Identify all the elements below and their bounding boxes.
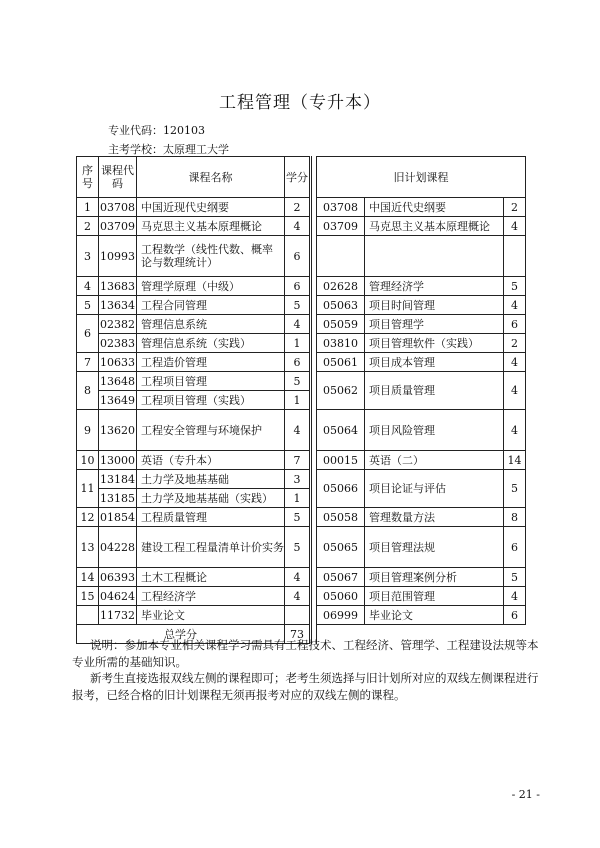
- row-old-code: 05065: [317, 527, 365, 568]
- row-course-code: 13000: [99, 451, 137, 470]
- row-old-name: [365, 236, 504, 277]
- row-old-code: 05066: [317, 470, 365, 508]
- row-old-code: 05062: [317, 372, 365, 410]
- row-seq: 13: [77, 527, 99, 568]
- row-course-name: 工程经济学: [137, 587, 285, 606]
- row-course-code: 13185: [99, 489, 137, 508]
- note-registration: 新考生直接选报双线左侧的课程即可；老考生须选择与旧计划所对应的双线左侧课程进行报考，已经合格的旧计划课程无须再报考对应的双线左侧的课程。: [72, 671, 539, 702]
- row-course-name: 土力学及地基基础: [137, 470, 285, 489]
- row-old-name: 英语（二）: [365, 451, 504, 470]
- row-credit: 1: [285, 334, 311, 353]
- row-credit: 4: [285, 568, 311, 587]
- row-course-code: 13683: [99, 277, 137, 296]
- row-old-name: 项目管理法规: [365, 527, 504, 568]
- row-course-name: 工程项目管理（实践）: [137, 391, 285, 410]
- row-old-name: 马克思主义基本原理概论: [365, 217, 504, 236]
- row-seq: 6: [77, 315, 99, 353]
- header-seq: 序号: [77, 157, 99, 198]
- row-old-code: 05063: [317, 296, 365, 315]
- table-row: [77, 606, 526, 625]
- row-course-name: 马克思主义基本原理概论: [137, 217, 285, 236]
- table-row: [77, 315, 526, 334]
- row-course-code: 10993: [99, 236, 137, 277]
- row-course-code: 11732: [99, 606, 137, 625]
- row-old-credit: 6: [504, 315, 526, 334]
- row-old-credit: 14: [504, 451, 526, 470]
- row-course-name: 管理学原理（中级）: [137, 277, 285, 296]
- table-header: [77, 157, 526, 198]
- page-title: 工程管理（专升本）: [219, 93, 381, 113]
- row-course-code: 04228: [99, 527, 137, 568]
- table-row: [77, 353, 526, 372]
- row-old-code: 03708: [317, 198, 365, 217]
- row-old-name: 管理经济学: [365, 277, 504, 296]
- row-credit: 6: [285, 353, 311, 372]
- row-credit: 7: [285, 451, 311, 470]
- row-course-name: 英语（专升本）: [137, 451, 285, 470]
- table-row: [77, 198, 526, 217]
- table-row: [77, 217, 526, 236]
- row-seq: 7: [77, 353, 99, 372]
- row-course-name: 土力学及地基基础（实践）: [137, 489, 285, 508]
- row-course-name: 工程造价管理: [137, 353, 285, 372]
- row-course-code: 03709: [99, 217, 137, 236]
- row-credit: [285, 606, 311, 625]
- row-seq: 1: [77, 198, 99, 217]
- row-old-credit: 8: [504, 508, 526, 527]
- host-school: 主考学校：太原理工大学: [108, 143, 229, 156]
- row-old-credit: 4: [504, 296, 526, 315]
- row-credit: 5: [285, 372, 311, 391]
- double-line-gap: [311, 489, 317, 508]
- row-seq: 12: [77, 508, 99, 527]
- row-course-code: 06393: [99, 568, 137, 587]
- row-old-credit: 4: [504, 372, 526, 410]
- row-course-code: 13184: [99, 470, 137, 489]
- row-course-name: 管理信息系统（实践）: [137, 334, 285, 353]
- row-old-name: 项目管理学: [365, 315, 504, 334]
- row-old-code: 00015: [317, 451, 365, 470]
- row-old-credit: 4: [504, 217, 526, 236]
- row-credit: 3: [285, 470, 311, 489]
- row-seq: 14: [77, 568, 99, 587]
- table-row: [77, 568, 526, 587]
- row-old-code: 02628: [317, 277, 365, 296]
- row-course-code: 02382: [99, 315, 137, 334]
- row-credit: 4: [285, 315, 311, 334]
- row-seq: 15: [77, 587, 99, 606]
- note-prerequisites: 说明：参加本专业相关课程学习需具有工程技术、工程经济、管理学、工程建设法规等本专业所需的基础知识。: [72, 638, 539, 669]
- header-code: 课程代码: [99, 157, 137, 198]
- row-credit: 6: [285, 236, 311, 277]
- row-course-code: 10633: [99, 353, 137, 372]
- row-old-name: 管理数量方法: [365, 508, 504, 527]
- header-credit: 学分: [285, 157, 311, 198]
- course-table: [76, 156, 526, 644]
- major-code: 专业代码：120103: [108, 124, 205, 137]
- row-seq: 11: [77, 470, 99, 508]
- double-line-gap: [311, 391, 317, 410]
- row-old-name: 项目风险管理: [365, 410, 504, 451]
- row-course-code: 13620: [99, 410, 137, 451]
- row-old-name: 项目管理软件（实践）: [365, 334, 504, 353]
- row-old-credit: 5: [504, 277, 526, 296]
- row-old-name: 项目成本管理: [365, 353, 504, 372]
- row-old-credit: 6: [504, 606, 526, 625]
- row-old-code: 05059: [317, 315, 365, 334]
- row-old-code: 05064: [317, 410, 365, 451]
- row-course-name: 工程质量管理: [137, 508, 285, 527]
- row-old-code: 05058: [317, 508, 365, 527]
- row-seq: 8: [77, 372, 99, 410]
- row-course-code: 01854: [99, 508, 137, 527]
- row-old-code: 03709: [317, 217, 365, 236]
- header-name: 课程名称: [137, 157, 285, 198]
- total-label: 总学分: [77, 625, 285, 644]
- table-row: [77, 296, 526, 315]
- row-old-credit: 4: [504, 587, 526, 606]
- row-course-code: 13649: [99, 391, 137, 410]
- row-credit: 4: [285, 410, 311, 451]
- row-old-code: 05061: [317, 353, 365, 372]
- row-credit: 6: [285, 277, 311, 296]
- row-course-name: 工程数学（线性代数、概率论与数理统计）: [137, 236, 285, 277]
- page-number: - 21 -: [511, 788, 540, 801]
- row-old-code: 05060: [317, 587, 365, 606]
- row-seq: [77, 606, 99, 625]
- table-row: [77, 410, 526, 451]
- row-old-name: 项目范围管理: [365, 587, 504, 606]
- row-course-code: 03708: [99, 198, 137, 217]
- row-old-credit: [504, 236, 526, 277]
- table-row: [77, 236, 526, 277]
- table-row: [77, 508, 526, 527]
- total-credit: 73: [285, 625, 311, 644]
- row-old-name: 毕业论文: [365, 606, 504, 625]
- row-seq: 3: [77, 236, 99, 277]
- table-row: [77, 587, 526, 606]
- row-credit: 5: [285, 527, 311, 568]
- row-seq: 9: [77, 410, 99, 451]
- row-course-code: 04624: [99, 587, 137, 606]
- row-credit: 1: [285, 489, 311, 508]
- row-credit: 5: [285, 508, 311, 527]
- row-credit: 5: [285, 296, 311, 315]
- table-row: [77, 372, 526, 391]
- table-row: [77, 451, 526, 470]
- row-old-code: 06999: [317, 606, 365, 625]
- row-old-code: 03810: [317, 334, 365, 353]
- table-row: [77, 277, 526, 296]
- row-course-code: 13648: [99, 372, 137, 391]
- row-old-credit: 5: [504, 568, 526, 587]
- table-row: [77, 334, 526, 353]
- row-course-name: 工程项目管理: [137, 372, 285, 391]
- row-old-credit: 2: [504, 334, 526, 353]
- row-old-name: 项目论证与评估: [365, 470, 504, 508]
- row-course-name: 建设工程工程量清单计价实务: [137, 527, 285, 568]
- row-old-credit: 5: [504, 470, 526, 508]
- row-old-credit: 2: [504, 198, 526, 217]
- row-course-name: 土木工程概论: [137, 568, 285, 587]
- row-old-name: 项目管理案例分析: [365, 568, 504, 587]
- row-course-name: 中国近现代史纲要: [137, 198, 285, 217]
- row-credit: 1: [285, 391, 311, 410]
- row-old-credit: 4: [504, 353, 526, 372]
- table-row: [77, 527, 526, 568]
- row-seq: 4: [77, 277, 99, 296]
- row-credit: 2: [285, 198, 311, 217]
- row-old-code: [317, 236, 365, 277]
- row-seq: 5: [77, 296, 99, 315]
- row-seq: 10: [77, 451, 99, 470]
- row-course-name: 工程合同管理: [137, 296, 285, 315]
- row-old-code: 05067: [317, 568, 365, 587]
- row-course-code: 13634: [99, 296, 137, 315]
- row-old-name: 项目时间管理: [365, 296, 504, 315]
- row-old-credit: 6: [504, 527, 526, 568]
- row-course-name: 工程安全管理与环境保护: [137, 410, 285, 451]
- header-old-plan: 旧计划课程: [317, 157, 526, 198]
- row-course-name: 毕业论文: [137, 606, 285, 625]
- row-old-name: 中国近代史纲要: [365, 198, 504, 217]
- row-seq: 2: [77, 217, 99, 236]
- row-credit: 4: [285, 587, 311, 606]
- row-old-credit: 4: [504, 410, 526, 451]
- row-credit: 4: [285, 217, 311, 236]
- row-course-code: 02383: [99, 334, 137, 353]
- row-old-name: 项目质量管理: [365, 372, 504, 410]
- row-course-name: 管理信息系统: [137, 315, 285, 334]
- table-row: [77, 470, 526, 489]
